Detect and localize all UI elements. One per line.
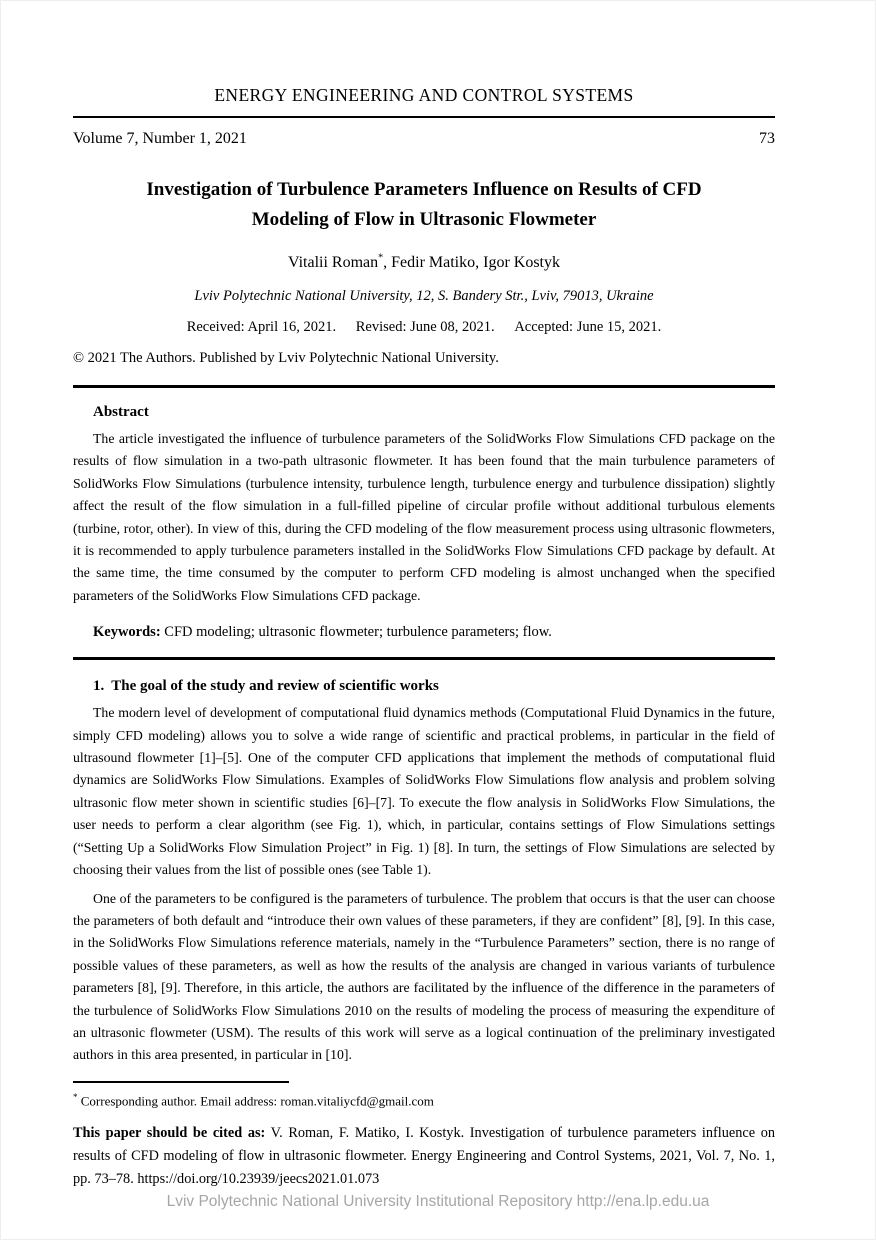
section-heading-text: The goal of the study and review of scientific works bbox=[111, 678, 439, 695]
abstract-text: The article investigated the influence of turbulence parameters of the SolidWorks Flow Simulations CFD package on the results of flow simulation in a two-path ultrasonic flowmeter. It has been found that the main turbulence parameters of SolidWorks Flow Simulations (turbulence intensity, turbulence length, turbulence energy and turbulence dissipation) slightly affect the result of the flow simulation in a full-filled pipeline of circular profile without additional turbulous elements (turbine, rotor, other). In view of this, during the CFD modeling of the flow measurement process using ultrasonic flowmeters, it is recommended to apply turbulence parameters installed in the SolidWorks Flow Simulations CFD package by default. At the same time, the time consumed by the computer to perform CFD modeling is almost unchanged when the specified parameters of the SolidWorks Flow Simulations CFD package. bbox=[73, 431, 775, 603]
citation-block bbox=[73, 1122, 775, 1191]
copyright-line: © 2021 The Authors. Published by Lviv Polytechnic National University. bbox=[73, 350, 499, 366]
section-number: 1. bbox=[93, 678, 105, 695]
author-names-rest: , Fedir Matiko, Igor Kostyk bbox=[383, 254, 560, 271]
section-1-paragraph-2: One of the parameters to be configured is the parameters of turbulence. The problem that occurs is that the user can choose the parameters of both default and “introduce their own values of these parameters, if they are confident” [8], [9]. In this case, in the SolidWorks Flow Simulations reference materials, namely in the “Turbulence Parameters” section, there is no range of possible values of these parameters, as well as how the results of the analysis are changed in various variants of turbulence parameters [8], [9]. Therefore, in this article, the authors are facilitated by the influence of the difference in the parameters of the turbulence of SolidWorks Flow Simulations 2010 on the results of modeling the process of measuring the expenditure of an ultrasonic flowmeter (USM). The results of this work will serve as a logical continuation of the preliminary investigated authors in this area presented, in particular in [10]. bbox=[73, 890, 775, 1063]
corresponding-author-footnote bbox=[73, 1088, 775, 1110]
keywords-line bbox=[93, 623, 775, 642]
volume-line: Volume 7, Number 1, 2021 bbox=[73, 130, 247, 147]
received-date: Received: April 16, 2021. bbox=[186, 319, 337, 335]
page-number: 73 bbox=[759, 130, 775, 147]
abstract-top-divider bbox=[73, 385, 775, 388]
keywords-label: Keywords: bbox=[93, 624, 161, 641]
footnote-marker: * bbox=[73, 1091, 78, 1102]
footnote-text: Corresponding author. Email address: roman.vitaliycfd@gmail.com bbox=[80, 1093, 434, 1109]
author-line bbox=[73, 252, 775, 274]
page-content bbox=[1, 1, 875, 1191]
article-title: Investigation of Turbulence Parameters Influence on Results of CFD Modeling of Flow in Ultrasonic Flowmeter bbox=[146, 179, 702, 230]
section-1-heading bbox=[93, 676, 775, 696]
keywords-bottom-divider bbox=[73, 657, 775, 660]
header-divider bbox=[73, 116, 775, 118]
affiliation-line: Lviv Polytechnic National University, 12, S. Bandery Str., Lviv, 79013, Ukraine bbox=[194, 288, 654, 304]
revised-date: Revised: June 08, 2021. bbox=[355, 319, 495, 335]
author-name-first: Vitalii Roman bbox=[287, 254, 379, 271]
citation-label: This paper should be cited as: bbox=[73, 1125, 266, 1142]
repository-footer: Lviv Polytechnic National University Institutional Repository http://ena.lp.edu.ua bbox=[166, 1193, 710, 1210]
section-1-paragraph-1: The modern level of development of computational fluid dynamics methods (Computational Fluid Dynamics in the future, simply CFD modeling) allows you to solve a wide range of scientific and practical problems, in particular in the field of ultrasound flowmeter [1]–[5]. One of the computer CFD applications that implement the methods of computational fluid dynamics are SolidWorks Flow Simulations. Examples of SolidWorks Flow Simulations flow analysis and problem solving ultrasonic flow meter shown in scientific studies [6]–[7]. To execute the flow analysis in SolidWorks Flow Simulations, the user needs to perform a clear algorithm (see Fig. 1), which, in particular, contains settings of Flow Simulations settings (“Setting Up a SolidWorks Flow Simulation Project” in Fig. 1) [8]. In turn, the settings of Flow Simulations are selected by choosing their values from the list of possible ones (see Table 1). bbox=[73, 705, 775, 878]
corresponding-author-marker: * bbox=[378, 252, 384, 264]
masthead-row bbox=[73, 129, 775, 149]
footnote-divider bbox=[73, 1081, 289, 1083]
accepted-date: Accepted: June 15, 2021. bbox=[514, 319, 662, 335]
keywords-text: CFD modeling; ultrasonic flowmeter; turbulence parameters; flow. bbox=[164, 624, 552, 641]
citation-text: V. Roman, F. Matiko, I. Kostyk. Investigation of turbulence parameters influence on results of CFD modeling of flow in ultrasonic flowmeter. Energy Engineering and Control Systems, 2021, Vol. 7, No. 1, pp. 73–78. https://doi.org/10.23939/jeecs2021.01.073 bbox=[73, 1125, 775, 1188]
journal-name: ENERGY ENGINEERING AND CONTROL SYSTEMS bbox=[214, 85, 634, 105]
history-dates bbox=[73, 318, 775, 337]
abstract-heading: Abstract bbox=[93, 404, 149, 420]
